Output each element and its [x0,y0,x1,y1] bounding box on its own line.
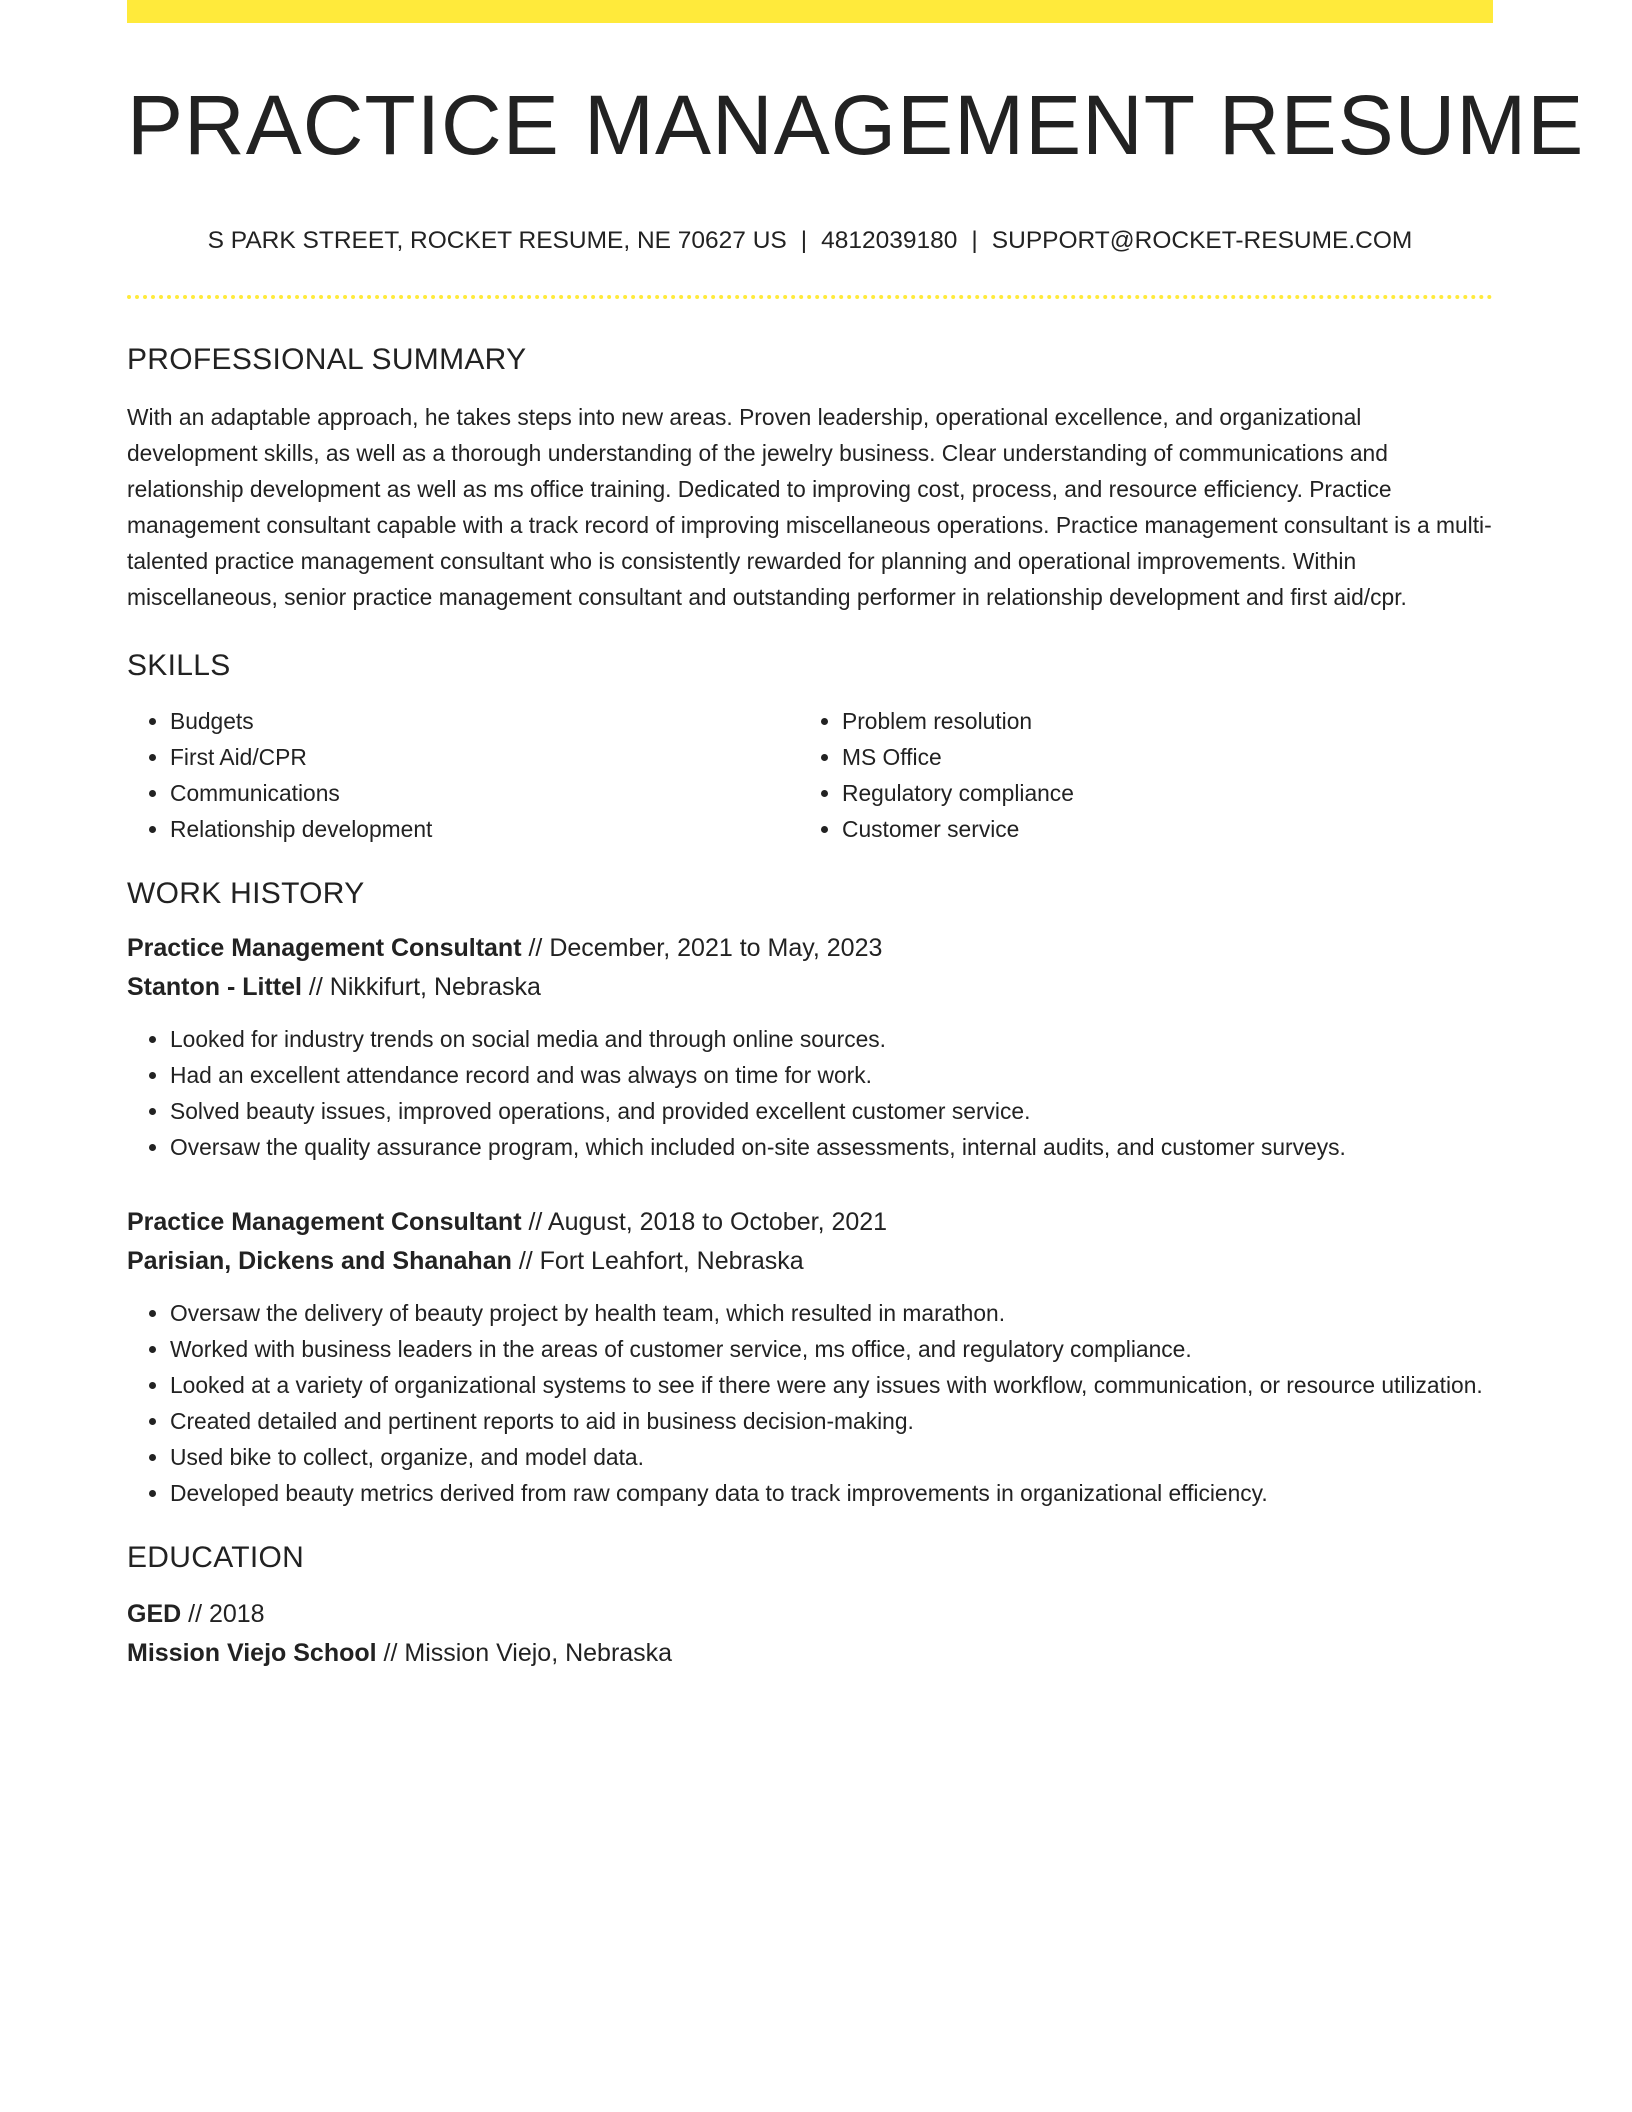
job-duty-item: • Developed beauty metrics derived from raw company data to track improvements in organizational efficiency. [170,1475,1493,1511]
skill-item: • Budgets [170,703,799,739]
job-company-line [127,1242,1493,1281]
job-role: Practice Management Consultant [127,934,522,962]
education-year: // 2018 [181,1600,265,1628]
section-title-work-history: WORK HISTORY [127,877,365,910]
job-company: Parisian, Dickens and Shanahan [127,1247,512,1275]
job-duty-item: • Worked with business leaders in the areas of customer service, ms office, and regulatory compliance. [170,1331,1493,1367]
contact-separator: | [800,227,808,254]
job-entry [127,929,1493,1165]
skill-item: • MS Office [842,739,1493,775]
skill-item: • Problem resolution [842,703,1493,739]
education-school: Mission Viejo School [127,1639,377,1667]
education-location: // Mission Viejo, Nebraska [376,1639,673,1667]
job-company: Stanton - Littel [127,973,302,1001]
job-role-line [127,1203,1493,1242]
job-duties [127,1295,1493,1511]
job-dates: // December, 2021 to May, 2023 [521,934,883,962]
section-title-education: EDUCATION [127,1541,305,1574]
summary-text: With an adaptable approach, he takes steps into new areas. Proven leadership, operational excellence, and organizational development skills, as well as a thorough understanding of the jewelry business. Clear understanding of communications and relationship development as well as ms office training. Dedicated to improving cost, process, and resource efficiency. Practice management consultant capable with a track record of improving miscellaneous operations. Practice management consultant is a multi-talented practice management consultant who is consistently rewarded for planning and operational improvements. Within miscellaneous, senior practice management consultant and outstanding performer in relationship development and first aid/cpr. [127,404,1492,610]
skills-list [127,703,1493,847]
skill-item: • Customer service [842,811,1493,847]
job-duty-item: • Looked at a variety of organizational systems to see if there were any issues with workflow, communication, or resource utilization. [170,1367,1493,1403]
skill-item: • Communications [170,775,799,811]
education-school-line [127,1634,1493,1673]
contact-line [127,227,1493,255]
section-title-summary: PROFESSIONAL SUMMARY [127,343,527,376]
job-duties [127,1021,1493,1165]
skills-column-right [799,703,1493,847]
resume-title: PRACTICE MANAGEMENT RESUME [127,78,1585,172]
contact-phone: 4812039180 [821,227,958,254]
resume-page [127,0,1585,1673]
contact-address: S PARK STREET, ROCKET RESUME, NE 70627 US [207,227,787,254]
job-duty-item: • Looked for industry trends on social media and through online sources. [170,1021,1493,1057]
job-company-line [127,968,1493,1007]
skills-column-left [127,703,799,847]
education-degree-line [127,1595,1493,1634]
education-degree: GED [127,1600,182,1628]
job-role-line [127,929,1493,968]
skill-item: • First Aid/CPR [170,739,799,775]
job-duty-item: • Used bike to collect, organize, and model data. [170,1439,1493,1475]
job-duty-item: • Had an excellent attendance record and was always on time for work. [170,1057,1493,1093]
job-duty-item: • Solved beauty issues, improved operations, and provided excellent customer service. [170,1093,1493,1129]
skill-item: • Relationship development [170,811,799,847]
accent-top-bar [127,0,1493,23]
job-dates: // August, 2018 to October, 2021 [521,1208,888,1236]
dotted-divider [127,295,1493,299]
job-duty-item: • Oversaw the delivery of beauty project by health team, which resulted in marathon. [170,1295,1493,1331]
job-duty-item: • Oversaw the quality assurance program, which included on-site assessments, internal audits, and customer surveys. [170,1129,1493,1165]
job-location: // Nikkifurt, Nebraska [301,973,541,1001]
job-duty-item: • Created detailed and pertinent reports to aid in business decision-making. [170,1403,1493,1439]
contact-separator: | [971,227,978,254]
job-role: Practice Management Consultant [127,1208,522,1236]
job-entry [127,1203,1493,1511]
education-entry [127,1595,1493,1673]
job-location: // Fort Leahfort, Nebraska [511,1247,804,1275]
contact-email: SUPPORT@ROCKET-RESUME.COM [991,227,1413,254]
section-title-skills: SKILLS [127,649,231,682]
skill-item: • Regulatory compliance [842,775,1493,811]
